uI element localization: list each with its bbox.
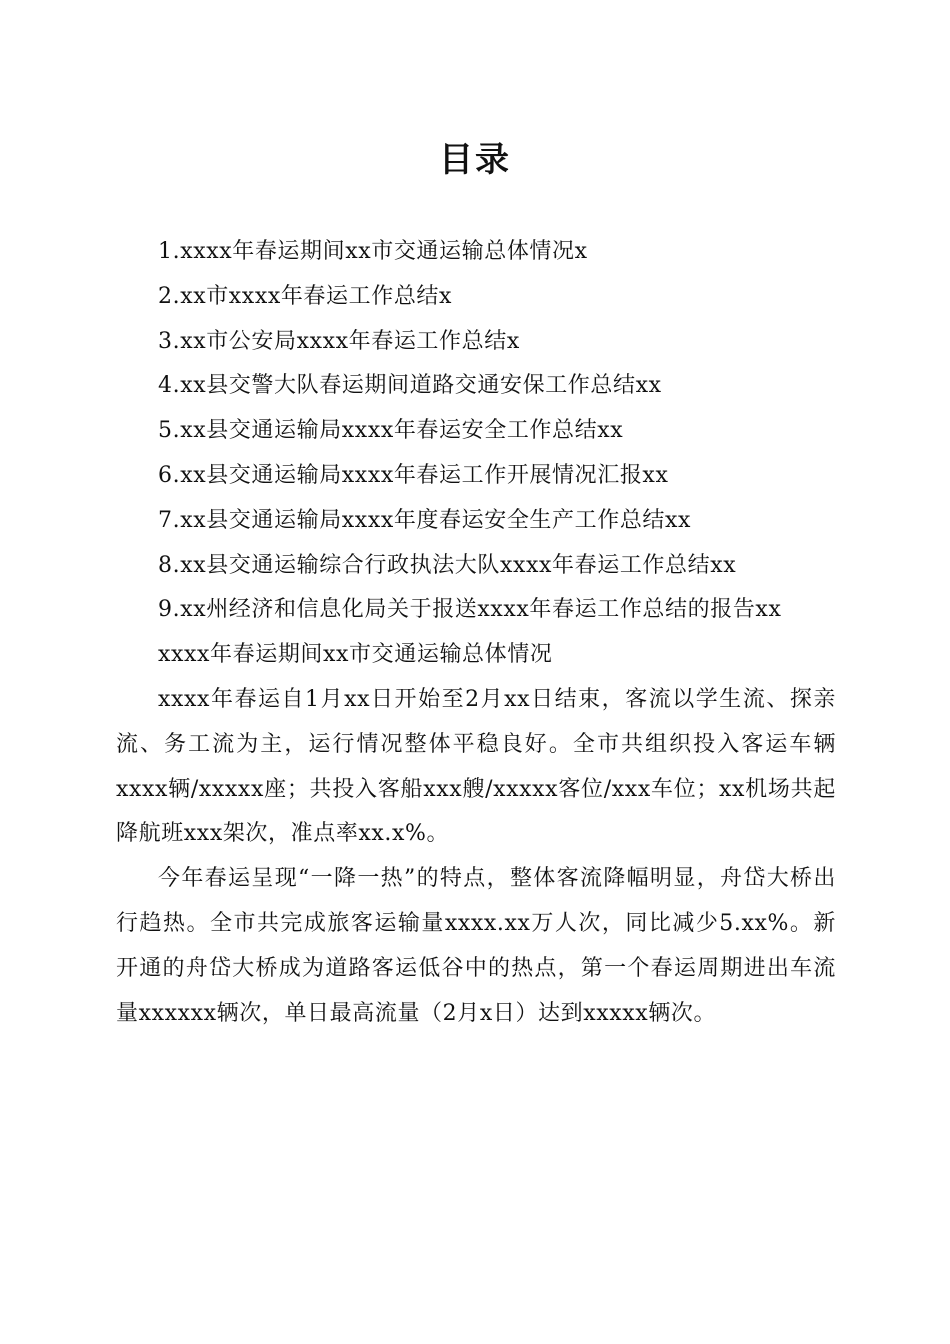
document-title: 目录: [439, 140, 511, 180]
toc-item-8: 8.xx县交通运输综合行政执法大队xxxx年春运工作总结xx: [158, 552, 737, 578]
toc-item-3: 3.xx市公安局xxxx年春运工作总结x: [158, 328, 520, 354]
toc-item-4: 4.xx县交警大队春运期间道路交通安保工作总结xx: [158, 373, 662, 399]
table-of-contents: [116, 230, 836, 633]
section-heading: xxxx年春运期间xx市交通运输总体情况: [158, 642, 553, 668]
toc-item-2: 2.xx市xxxx年春运工作总结x: [158, 283, 453, 309]
body-paragraph-1: xxxx年春运自1月xx日开始至2月xx日结束，客流以学生流、探亲流、务工流为主，运行情况整体平稳良好。全市共组织投入客运车辆xxxx辆/xxxxx座；共投入客船xxx艘/xxxxx客位/xxx车位；xx机场共起降航班xxx架次，准点率xx.x%。: [116, 686, 836, 847]
toc-item-6: 6.xx县交通运输局xxxx年春运工作开展情况汇报xx: [158, 462, 669, 488]
toc-item-7: 7.xx县交通运输局xxxx年度春运安全生产工作总结xx: [158, 507, 692, 533]
toc-item-1: 1.xxxx年春运期间xx市交通运输总体情况x: [158, 239, 588, 264]
body-paragraph-2: 今年春运呈现“一降一热”的特点，整体客流降幅明显，舟岱大桥出行趋热。全市共完成旅客运输量xxxx.xx万人次，同比减少5.xx%。新开通的舟岱大桥成为道路客运低谷中的热点，第一个春运周期进出车流量xxxxxx辆次，单日最高流量（2月x日）达到xxxxx辆次。: [116, 866, 836, 1026]
toc-item-9: 9.xx州经济和信息化局关于报送xxxx年春运工作总结的报告xx: [158, 597, 782, 623]
toc-item-5: 5.xx县交通运输局xxxx年春运安全工作总结xx: [158, 418, 624, 444]
document-body: [116, 230, 836, 1036]
